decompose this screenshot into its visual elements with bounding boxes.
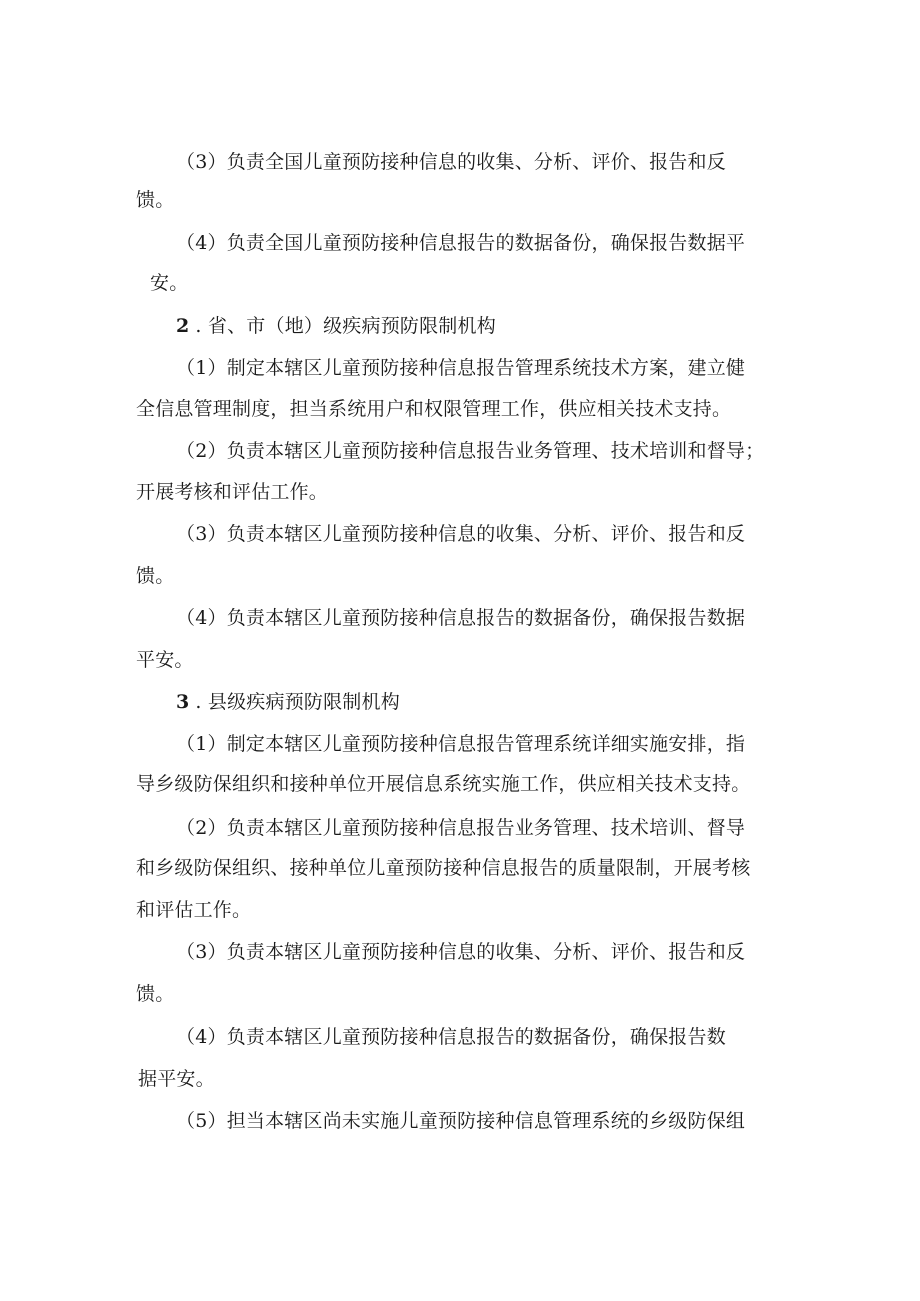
paragraph-line: （1）制定本辖区儿童预防接种信息报告管理系统技术方案，建立健 <box>176 357 746 379</box>
paragraph-line: （2）负责本辖区儿童预防接种信息报告业务管理、技术培训、督导 <box>176 817 746 839</box>
section-title: . 省、市（地）级疾病预防限制机构 <box>195 315 496 337</box>
paragraph-line: （4）负责本辖区儿童预防接种信息报告的数据备份，确保报告数 <box>176 1026 726 1048</box>
section-heading-2 <box>176 313 496 339</box>
paragraph-line: 平安。 <box>136 649 194 671</box>
section-number: 3 <box>176 691 190 713</box>
section-heading-3 <box>176 689 400 715</box>
section-title: . 县级疾病预防限制机构 <box>195 691 400 713</box>
paragraph-line: 导乡级防保组织和接种单位开展信息系统实施工作，供应相关技术支持。 <box>136 773 751 795</box>
paragraph-line: 和乡级防保组织、接种单位儿童预防接种信息报告的质量限制，开展考核 <box>136 857 751 879</box>
paragraph-line: （3）负责全国儿童预防接种信息的收集、分析、评价、报告和反 <box>176 151 726 173</box>
paragraph-line: （3）负责本辖区儿童预防接种信息的收集、分析、评价、报告和反 <box>176 941 746 963</box>
paragraph-line: （4）负责本辖区儿童预防接种信息报告的数据备份，确保报告数据 <box>176 607 746 629</box>
paragraph-line: 开展考核和评估工作。 <box>136 481 329 503</box>
paragraph-line: 和评估工作。 <box>136 899 252 921</box>
paragraph-line: 据平安。 <box>138 1068 215 1090</box>
paragraph-line: （4）负责全国儿童预防接种信息报告的数据备份，确保报告数据平 <box>176 232 746 254</box>
paragraph-line: 全信息管理制度，担当系统用户和权限管理工作，供应相关技术支持。 <box>136 398 732 420</box>
paragraph-line: （3）负责本辖区儿童预防接种信息的收集、分析、评价、报告和反 <box>176 523 746 545</box>
paragraph-line: （1）制定本辖区儿童预防接种信息报告管理系统详细实施安排，指 <box>176 733 746 755</box>
paragraph-line: 馈。 <box>136 565 175 587</box>
paragraph-line: 馈。 <box>136 189 175 211</box>
paragraph-line: 馈。 <box>136 983 175 1005</box>
section-number: 2 <box>176 315 190 337</box>
paragraph-line: 安。 <box>150 272 189 294</box>
paragraph-line: （5）担当本辖区尚未实施儿童预防接种信息管理系统的乡级防保组 <box>176 1110 746 1132</box>
paragraph-line: （2）负责本辖区儿童预防接种信息报告业务管理、技术培训和督导； <box>176 440 765 462</box>
